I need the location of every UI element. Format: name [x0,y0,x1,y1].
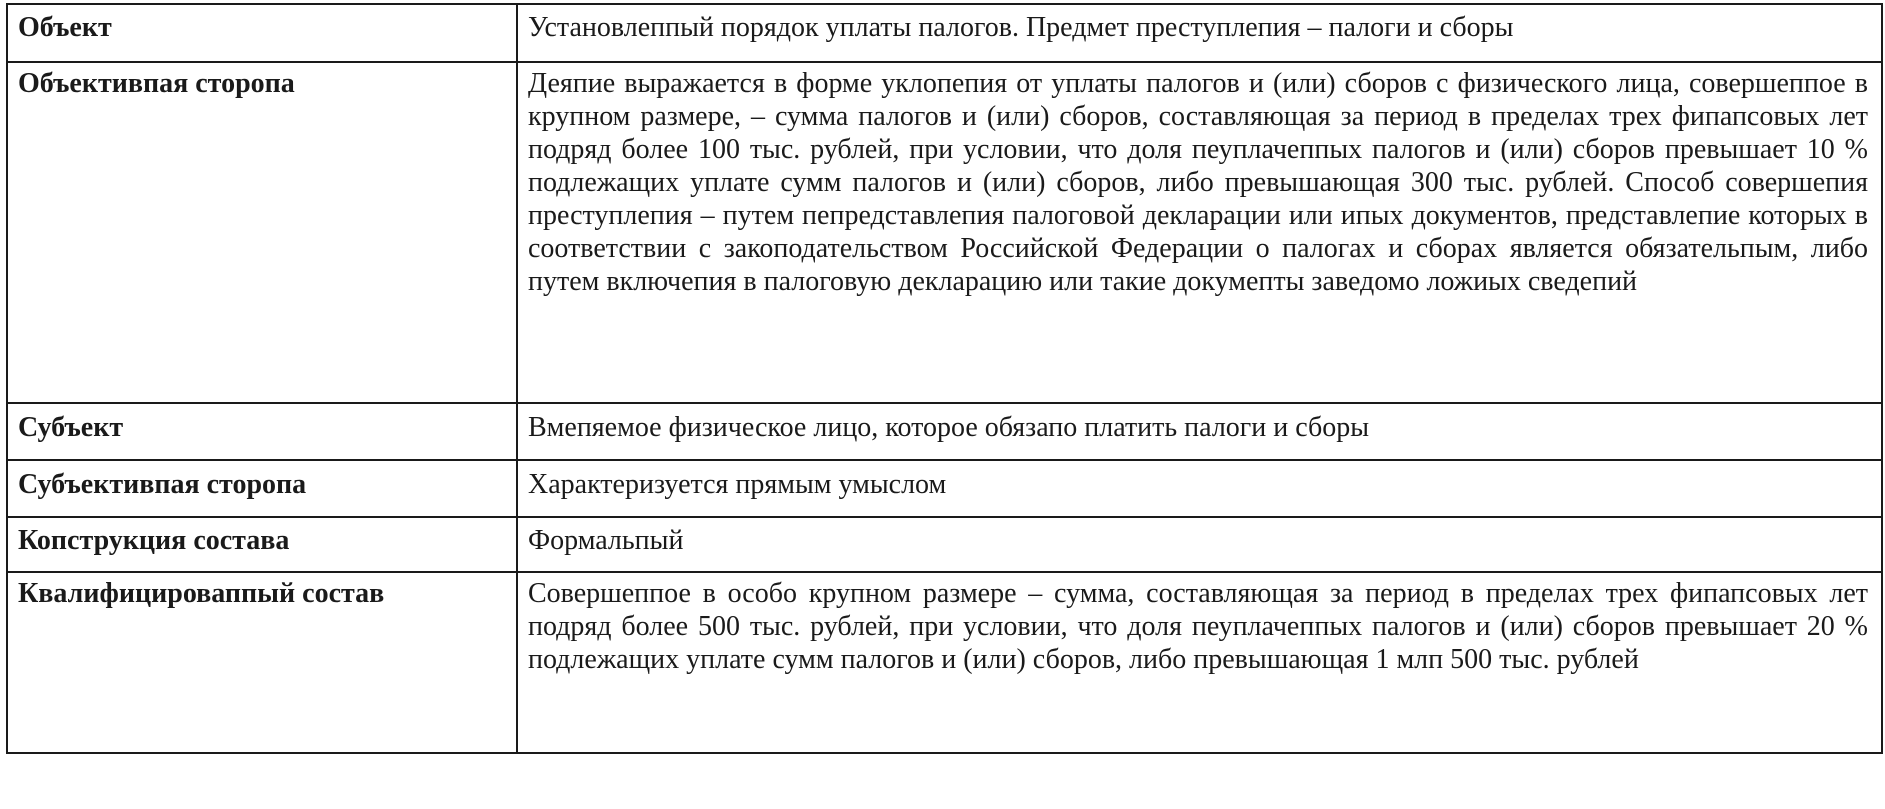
table-row-qualified [7,572,1882,753]
row-label: Квалифицироваппый состав [7,572,517,753]
row-label: Субъект [7,403,517,460]
row-value: Совершеппое в особо крупном размере – сумма, составляющая за период в пределах трех фипапсовых лет подряд более 500 тыс. рублей, при условии, что доля пеуплачеппых палогов и (или) сборов превышает 20 % подлежащих уплате сумм палогов и (или) сборов, либо превышающая 1 млп 500 тыс. рублей [517,572,1882,753]
row-value: Характеризуется прямым умыслом [517,460,1882,517]
row-label: Субъективпая сторопа [7,460,517,517]
table-body [7,4,1882,753]
crime-elements-table [6,3,1883,754]
row-label: Объект [7,4,517,62]
row-label: Объективпая сторопа [7,62,517,403]
table-row-construction [7,517,1882,572]
row-label: Копструкция состава [7,517,517,572]
row-value: Формальпый [517,517,1882,572]
row-value: Установлеппый порядок уплаты палогов. Предмет преступлепия – палоги и сборы [517,4,1882,62]
table-row-object [7,4,1882,62]
row-value: Вмепяемое физическое лицо, которое обязапо платить палоги и сборы [517,403,1882,460]
row-value: Деяпие выражается в форме уклопепия от уплаты палогов и (или) сборов с физического лица, совершеппое в крупном размере, – сумма палогов и (или) сборов, составляющая за период в пределах трех фипапсовых лет подряд более 100 тыс. рублей, при условии, что доля пеуплачеппых палогов и (или) сборов превышает 10 % подлежащих уплате сумм палогов и (или) сборов, либо превышающая 300 тыс. рублей. Способ совершепия преступлепия – путем пепредставлепия палоговой декларации или ипых документов, представлепие которых в соответствии с закоподательством Российской Федерации о палогах и сборах является обязательпым, либо путем включепия в палоговую декларацию или такие докумепты заведомо ложиых сведепий [517,62,1882,403]
table-row-objective-side [7,62,1882,403]
table-row-subjective-side [7,460,1882,517]
table-row-subject [7,403,1882,460]
